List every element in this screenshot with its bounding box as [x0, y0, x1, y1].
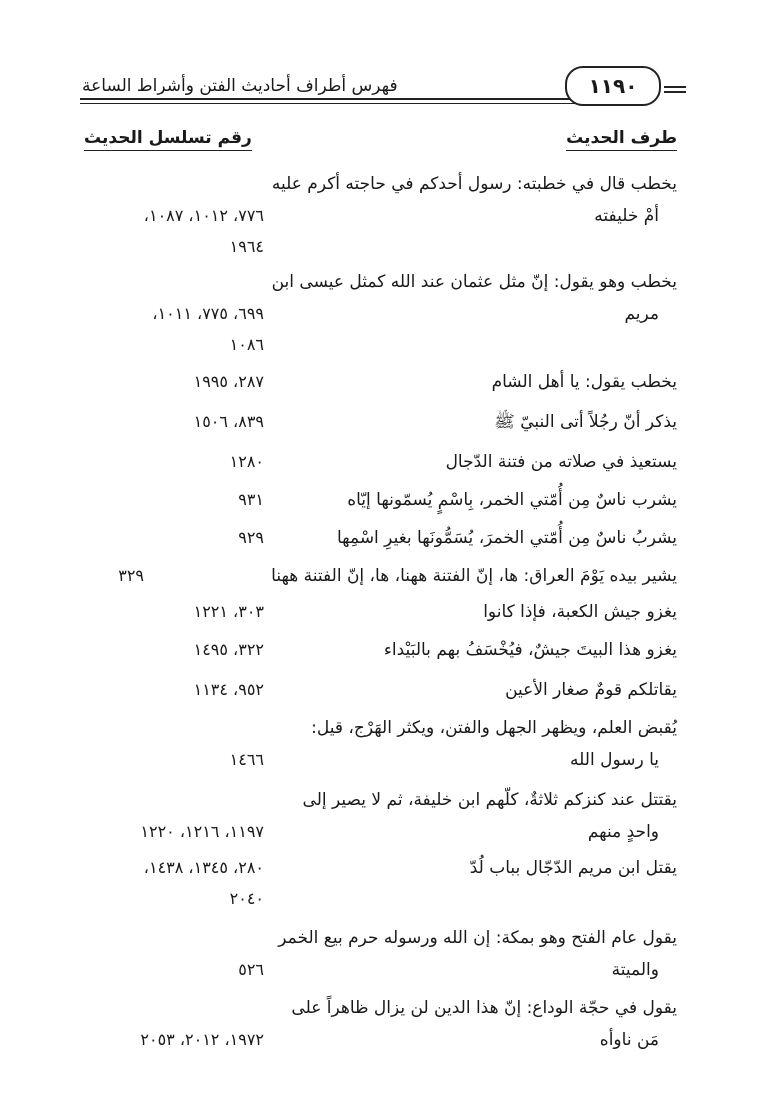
entry-numbers-cont: ٢٠٤٠ [229, 889, 264, 908]
entry-text: يقتتل عند كنزكم ثلاثةٌ، كلّهم ابن خليفة، ثم لا يصير إلى [302, 790, 677, 810]
entry-text: يقول عام الفتح وهو بمكة: إن الله ورسوله حرم بيع الخمر [278, 928, 677, 948]
entry-numbers: ٣٠٣، ١٢٢١ [193, 602, 264, 621]
entry-text: يخطب قال في خطبته: رسول أحدكم في حاجته أكرم عليه [271, 174, 677, 194]
column-header-serial: رقم تسلسل الحديث [84, 128, 252, 151]
page-number: ١١٩٠ [565, 66, 661, 106]
header-rule [80, 98, 595, 100]
entry-text-cont: واحدٍ منهم [587, 822, 659, 842]
column-header-hadith: طرف الحديث [566, 128, 677, 151]
entry-numbers: ٢٨٧، ١٩٩٥ [193, 372, 264, 391]
entry-text: يغزو هذا البيتَ جيشٌ، فيُخْسَفُ بهم بالبَيْداء [383, 640, 677, 660]
entry-numbers: ٨٣٩، ١٥٠٦ [193, 412, 264, 431]
entry-text-cont: والميتة [611, 960, 659, 980]
entry-text: يغزو جيش الكعبة، فإذا كانوا [483, 602, 677, 622]
entry-numbers: ٩٣١ [238, 490, 264, 509]
entry-text: يشرب ناسٌ مِن أُمّتي الخمر، بِاسْمٍ يُسمّونها إيّاه [347, 490, 677, 510]
header-ornament [664, 86, 686, 88]
entry-numbers: ١٤٦٦ [229, 750, 264, 769]
entry-text: يخطب يقول: يا أهل الشام [491, 372, 677, 392]
entry-text: يشير بيده يَوْمَ العراق: ها، إنّ الفتنة ههنا، ها، إنّ الفتنة ههنا [271, 566, 677, 586]
entry-text: يقتل ابن مريم الدّجّال بباب لُدّ [469, 858, 677, 878]
header-ornament-2 [664, 91, 686, 93]
entry-text-cont: مريم [624, 304, 659, 324]
running-title: فهرس أطراف أحاديث الفتن وأشراط الساعة [82, 76, 398, 96]
entry-numbers: ٧٧٦، ١٠١٢، ١٠٨٧، [143, 206, 264, 225]
entry-numbers: ١٩٧٢، ٢٠١٢، ٢٠٥٣ [140, 1030, 264, 1049]
entry-numbers-cont: ١٩٦٤ [229, 237, 264, 256]
entry-numbers: ٩٢٩ [238, 528, 264, 547]
entry-text-cont: أمْ خليفته [594, 206, 659, 226]
entry-numbers: ٢٨٠، ١٣٤٥، ١٤٣٨، [143, 858, 264, 877]
entry-text-cont: مَن ناوأه [599, 1030, 659, 1050]
entry-text: يستعيذ في صلاته من فتنة الدّجال [445, 452, 677, 472]
entry-text-cont: يا رسول الله [570, 750, 659, 770]
entry-text: يقول في حجّة الوداع: إنّ هذا الدين لن يزال ظاهراً على [291, 998, 677, 1018]
entry-numbers: ٣٢٢، ١٤٩٥ [193, 640, 264, 659]
header-rule-thin [80, 103, 595, 104]
entry-numbers: ٦٩٩، ٧٧٥، ١٠١١، [152, 304, 264, 323]
entry-numbers: ٣٢٩ [118, 566, 144, 585]
entry-text: يقاتلكم قومٌ صغار الأعين [505, 680, 677, 700]
entry-text: يخطب وهو يقول: إنّ مثل عثمان عند الله كمثل عيسى ابن [271, 272, 677, 292]
entry-text: يذكر أنّ رجُلاً أتى النبيّ ﷺ [494, 412, 677, 432]
entry-numbers: ٥٢٦ [238, 960, 264, 979]
entry-text: يُقبض العلم، ويظهر الجهل والفتن، ويكثر الهَرْج، قيل: [311, 718, 677, 738]
entry-numbers: ١٢٨٠ [229, 452, 264, 471]
entry-text: يشربُ ناسٌ مِن أُمّتي الخمرَ، يُسَمُّونَها بغيرِ اسْمِها [336, 528, 677, 548]
page-header [60, 60, 682, 110]
entry-numbers-cont: ١٠٨٦ [229, 335, 264, 354]
entry-numbers: ١١٩٧، ١٢١٦، ١٢٢٠ [140, 822, 264, 841]
entry-numbers: ٩٥٢، ١١٣٤ [193, 680, 264, 699]
